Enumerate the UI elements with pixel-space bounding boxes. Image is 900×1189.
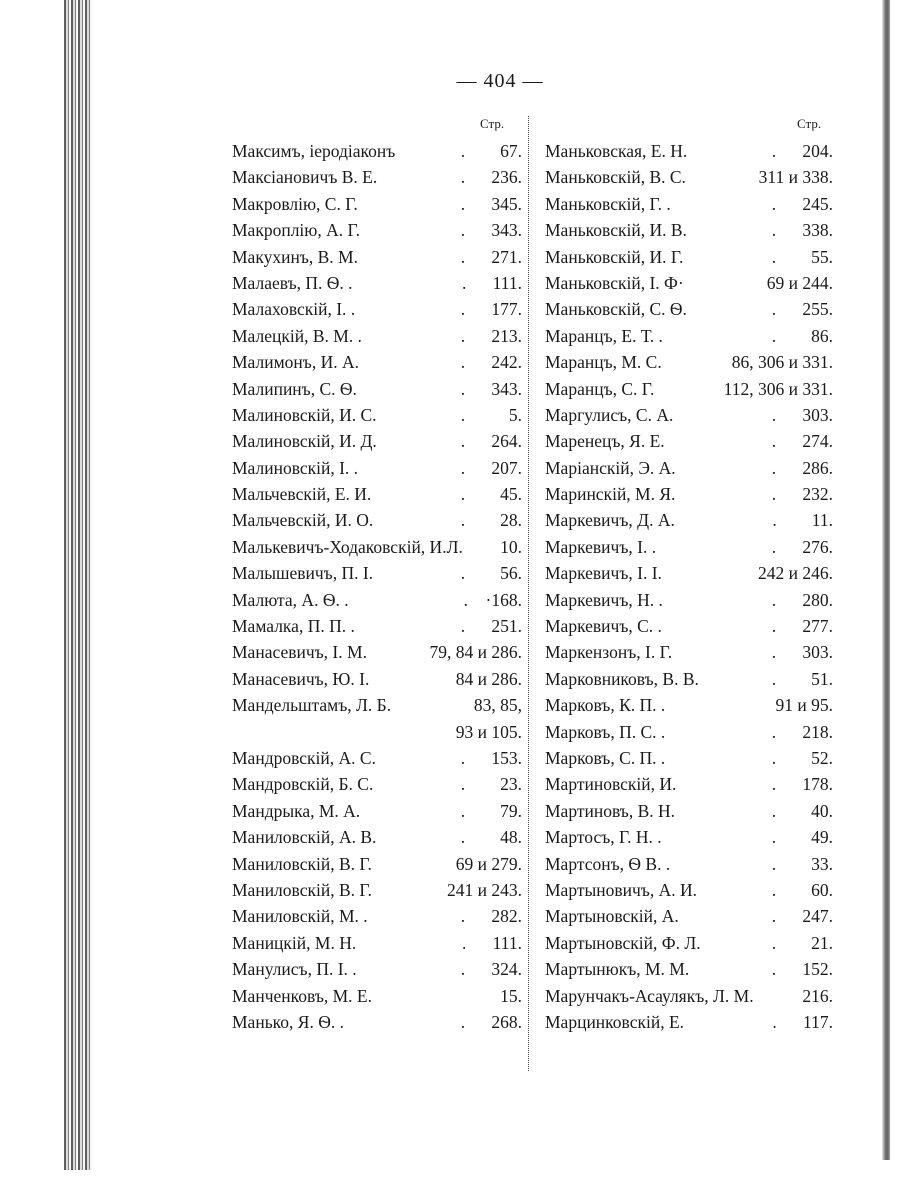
index-entry [545,666,833,692]
entry-name: Манасевичъ, Ю. І. [232,668,370,689]
entry-pages: . ·168. [463,589,522,610]
entry-name: Мартосъ, Г. Н. . [545,827,662,848]
entry-name: Маньковская, Е. Н. [545,141,688,161]
entry-name: Маниловскій, В. Г. [232,879,372,900]
index-entry [545,956,833,982]
entry-pages: . 204. [771,141,833,161]
index-entry [232,877,522,903]
entry-pages: 69 и 244. [766,272,833,293]
index-entry [232,191,522,217]
entry-name: Манасевичъ, І. М. [232,642,367,663]
entry-name: Максимъ, іеродіаконъ [232,141,396,161]
entry-name: Маниловскій, В. Г. [232,853,372,874]
entry-name: Маньковскій, Г. . [545,193,671,214]
index-entry [232,666,522,692]
entry-pages: 15. [500,985,522,1006]
entry-pages: . 343. [460,378,522,399]
entry-pages: 84 и 286. [455,668,522,689]
index-entry [545,639,833,665]
entry-pages: . 86. [771,325,833,346]
entry-pages: . 282. [460,906,522,927]
entry-pages: . 177. [460,299,522,320]
index-entry [545,164,833,190]
index-entry [232,560,522,586]
entry-pages: . 303. [771,642,833,663]
entry-name: Мартыновичъ, А. И. [545,879,697,900]
index-entry [545,903,833,929]
entry-pages: . 152. [771,959,833,980]
entry-pages: . 48. [460,827,522,848]
entry-name: Малиновскій, I. . [232,457,359,478]
entry-name: Макроплію, А. Г. [232,220,361,241]
index-entry [232,745,522,771]
entry-name: Мартыновскій, Ф. Л. [545,932,701,953]
entry-name: Маранцъ, С. Г. [545,378,655,399]
index-entry [545,745,833,771]
index-entry [545,824,833,850]
entry-name: Мамалка, П. П. . [232,616,355,637]
entry-pages: 83, 85, [473,695,522,716]
index-entry [232,587,522,613]
entry-pages: 10. [500,536,522,557]
entry-pages: 91 и 95. [775,695,833,716]
entry-pages: . 21. [771,932,833,953]
entry-pages: 79, 84 и 286. [429,642,522,663]
entry-pages: . 52. [771,747,833,768]
entry-pages: . 67. [460,141,522,161]
entry-pages: . 286. [771,457,833,478]
entry-name: Маранцъ, М. С. [545,352,662,373]
entry-pages: . 255. [771,299,833,320]
entry-pages: . 236. [460,167,522,188]
index-column-right [545,138,833,1035]
entry-name: Маранцъ, Е. Т. . [545,325,663,346]
index-entry [232,428,522,454]
entry-name: Марунчакъ-Асаулякъ, Л. М. [545,985,754,1006]
entry-pages: . 55. [771,246,833,267]
entry-name: Малышевичъ, П. І. [232,563,374,584]
entry-pages: . 213. [460,325,522,346]
entry-name: Марковъ, С. П. . [545,747,666,768]
entry-name: Манько, Я. Ѳ. . [232,1011,344,1032]
index-entry [545,983,833,1009]
entry-pages: . 45. [460,484,522,505]
page-number: — 404 — [456,70,544,92]
entry-name: Марковниковъ, В. В. [545,668,699,689]
index-entry [232,1009,522,1035]
entry-pages: 311 и 338. [758,167,833,188]
entry-name: Мартынюкъ, М. М. [545,959,690,980]
column-header-left: Стр. [480,116,505,131]
entry-pages: . 303. [771,404,833,425]
entry-name: Маньковскій, І. Ф· [545,272,684,293]
scan-binding-edge [64,0,92,1170]
entry-name: Маренецъ, Я. Е. [545,431,665,452]
entry-name: Мальчевскій, И. О. [232,510,374,531]
entry-pages: . 276. [771,536,833,557]
index-entry [232,719,522,745]
index-entry [545,138,833,164]
index-entry [545,771,833,797]
entry-pages: . 178. [771,774,833,795]
entry-pages: . 111. [462,932,522,953]
entry-pages: . 207. [460,457,522,478]
entry-pages: . 277. [771,616,833,637]
entry-name: Маріанскій, Э. А. [545,457,676,478]
entry-name: Макухинъ, В. М. [232,246,358,267]
index-entry [232,402,522,428]
entry-pages: . 345. [460,193,522,214]
index-entry [545,296,833,322]
entry-name: Мандровскій, А. С. [232,747,376,768]
index-entry [232,481,522,507]
entry-pages: 216. [802,985,833,1006]
entry-name: Малаевъ, П. Ѳ. . [232,272,353,293]
entry-pages: . 245. [771,193,833,214]
index-entry [545,244,833,270]
entry-name: Маркевичъ, С. . [545,616,662,637]
index-entry [545,613,833,639]
index-entry [545,851,833,877]
entry-name: Марцинковскій, Е. [545,1011,685,1032]
index-entry [545,376,833,402]
index-entry [545,877,833,903]
entry-pages: . 232. [771,484,833,505]
entry-name: Мандельштамъ, Л. Б. [232,695,392,716]
index-entry [545,217,833,243]
index-entry [545,534,833,560]
index-entry [232,455,522,481]
index-entry [232,376,522,402]
entry-pages: . 338. [771,220,833,241]
entry-name: Маньковскій, В. С. [545,167,686,188]
entry-pages: . 274. [771,431,833,452]
entry-pages: . 79. [460,800,522,821]
index-entry [232,138,522,164]
index-entry [232,771,522,797]
entry-pages: . 117. [772,1011,833,1032]
entry-pages: . 280. [771,589,833,610]
entry-name: Маньковскій, И. В. [545,220,687,241]
entry-name: Макровлію, С. Г. [232,193,358,214]
entry-pages: . 51. [771,668,833,689]
entry-pages: . 268. [460,1011,522,1032]
entry-pages: . 271. [460,246,522,267]
entry-pages: 242 и 246. [758,563,833,584]
entry-name: Малипинъ, С. Ѳ. [232,378,357,399]
entry-name: Малькевичъ-Ходаковскій, И.Л. [232,536,463,557]
index-entry [545,455,833,481]
entry-pages: . 49. [771,827,833,848]
entry-name: Малюта, А. Ѳ. . [232,589,349,610]
entry-name: Малиновскій, И. С. [232,404,377,425]
entry-name: Малиновскій, И. Д. [232,431,377,452]
entry-name: Мартыновскій, А. [545,906,679,927]
entry-name: Маркензонъ, І. Г. [545,642,673,663]
entry-name: Малаховскій, І. . [232,299,356,320]
index-entry [232,534,522,560]
index-entry [232,956,522,982]
index-entry [232,296,522,322]
column-header-right: Стр. [797,116,822,131]
index-entry [232,639,522,665]
entry-name: Малецкій, В. М. . [232,325,362,346]
entry-pages: . 264. [460,431,522,452]
index-entry [545,323,833,349]
index-entry [545,402,833,428]
index-entry [545,587,833,613]
column-divider [528,116,529,1071]
index-entry [232,164,522,190]
entry-name: Маницкій, М. Н. [232,932,357,953]
index-entry [232,244,522,270]
index-entry [545,798,833,824]
index-entry [545,270,833,296]
index-entry [545,349,833,375]
index-entry [232,930,522,956]
entry-pages: . 5. [460,404,522,425]
entry-pages: . 33. [771,853,833,874]
index-entry [232,507,522,533]
index-entry [232,824,522,850]
entry-pages: 112, 306 и 331. [723,378,833,399]
index-entry [545,560,833,586]
index-entry [545,930,833,956]
entry-pages: . 28. [460,510,522,531]
entry-pages: . 111. [462,272,522,293]
index-entry [545,428,833,454]
entry-name: Маркевичъ, Н. . [545,589,663,610]
index-entry [232,217,522,243]
entry-name: Марковъ, П. С. . [545,721,666,742]
entry-name: Маньковскій, И. Г. [545,246,684,267]
index-entry [232,903,522,929]
entry-name: Малимонъ, И. А. [232,352,359,373]
entry-pages: 86, 306 и 331. [731,352,833,373]
index-entry [232,983,522,1009]
entry-name: Маркевичъ, Д. А. [545,510,675,531]
entry-name: Мартсонъ, Ѳ В. . [545,853,671,874]
entry-name: Маниловскій, М. . [232,906,368,927]
entry-pages: . 242. [460,352,522,373]
entry-name: Маньковскій, С. Ѳ. [545,299,687,320]
index-entry [545,1009,833,1035]
entry-pages: . 40. [771,800,833,821]
index-entry [232,270,522,296]
index-entry [545,719,833,745]
entry-name: Мартиновъ, В. Н. [545,800,676,821]
index-entry [232,323,522,349]
entry-pages: 93 и 105. [455,721,522,742]
index-entry [232,798,522,824]
entry-pages: . 251. [460,616,522,637]
entry-pages: . 23. [460,774,522,795]
index-entry [545,481,833,507]
index-entry [232,613,522,639]
entry-pages: . 60. [771,879,833,900]
entry-pages: . 56. [460,563,522,584]
index-entry [545,507,833,533]
entry-pages: 241 и 243. [447,879,522,900]
index-entry [232,349,522,375]
index-entry [545,692,833,718]
index-entry [545,191,833,217]
entry-pages: . 218. [771,721,833,742]
entry-name: Мандровскій, Б. С. [232,774,374,795]
entry-name: Маркевичъ, І. І. [545,563,662,584]
entry-name: Максіановичъ В. Е. [232,167,378,188]
entry-name: Маркевичъ, I. . [545,536,657,557]
index-entry [232,851,522,877]
entry-name: Мартиновскій, И. [545,774,677,795]
entry-name: Мальчевскій, Е. И. [232,484,372,505]
entry-name: Мандрыка, М. А. [232,800,361,821]
entry-name: Маргулисъ, С. А. [545,404,674,425]
entry-pages: . 324. [460,959,522,980]
entry-pages: . 11. [772,510,833,531]
entry-pages: . 247. [771,906,833,927]
entry-name: Маниловскій, А. В. [232,827,377,848]
entry-pages: 69 и 279. [455,853,522,874]
index-column-left [232,138,522,1035]
entry-name: Манулисъ, П. І. . [232,959,357,980]
entry-name: Манченковъ, М. Е. [232,985,372,1006]
entry-name: Марковъ, К. П. . [545,695,666,716]
scan-page-edge [882,0,890,1160]
index-entry [232,692,522,718]
entry-name: Маринскій, М. Я. [545,484,676,505]
entry-pages: . 153. [460,747,522,768]
entry-pages: . 343. [460,220,522,241]
